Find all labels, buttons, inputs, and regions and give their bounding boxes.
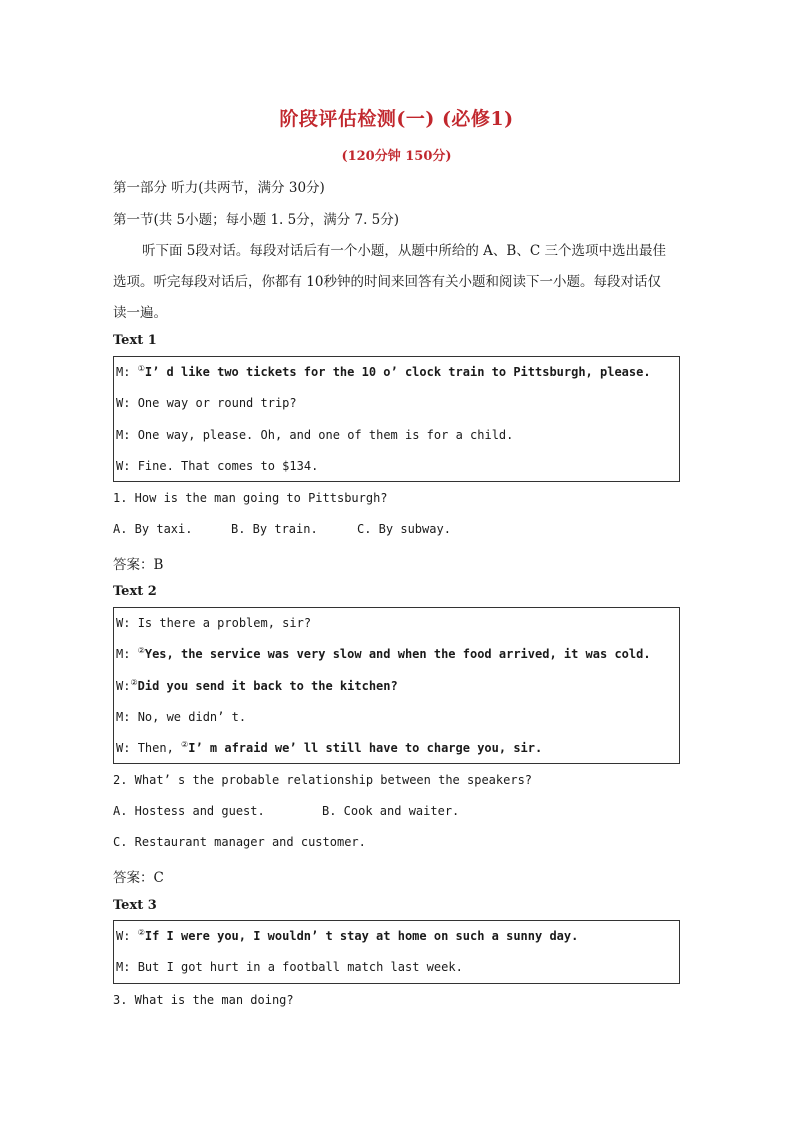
dialogue-text: Did you send it back to the kitchen?	[137, 679, 398, 693]
option-c: C. Restaurant manager and customer.	[113, 835, 366, 849]
speaker: W:	[116, 459, 131, 473]
text-2-label: Text 2	[113, 584, 157, 599]
instructions-line-1: 听下面 5段对话。每段对话后有一个小题，从题中所给的 A、B、C 三个选项中选出最佳	[142, 243, 666, 259]
dialogue-line	[116, 679, 398, 693]
speaker: M:	[116, 365, 131, 379]
dialogue-box-3	[113, 920, 680, 984]
question-2: 2. What’ s the probable relationship between the speakers?	[113, 773, 533, 787]
speaker: M:	[116, 647, 131, 661]
instructions-line-3: 读一遍。	[113, 305, 167, 321]
note-marker: ②	[130, 678, 138, 687]
dialogue-text: I’ m afraid we’ ll still have to charge you, sir.	[188, 741, 543, 755]
dialogue-line	[116, 647, 651, 661]
dialogue-box-1	[113, 356, 680, 482]
dialogue-text: No, we didn’ t.	[137, 710, 247, 724]
question-1: 1. How is the man going to Pittsburgh?	[113, 491, 388, 505]
dialogue-line	[116, 929, 578, 943]
speaker: W:	[116, 929, 131, 943]
instructions-line-2: 选项。听完每段对话后，你都有 10秒钟的时间来回答有关小题和阅读下一小题。每段对话仅	[113, 274, 661, 290]
speaker: M:	[116, 428, 131, 442]
speaker: W:	[116, 741, 131, 755]
subsection-heading: 第一节(共 5小题；每小题 1. 5分，满分 7. 5分)	[113, 212, 400, 228]
speaker: W:	[116, 616, 131, 630]
answer-2: 答案：C	[113, 870, 164, 886]
dialogue-text: If I were you, I wouldn’ t stay at home on such a sunny day.	[144, 929, 579, 943]
text-1-label: Text 1	[113, 333, 157, 348]
dialogue-prefix: Then,	[137, 741, 182, 755]
answer-1: 答案：B	[113, 557, 164, 573]
speaker: M:	[116, 960, 131, 974]
dialogue-text: Fine. That comes to $134.	[137, 459, 319, 473]
option-b: B. Cook and waiter.	[322, 804, 460, 818]
note-marker: ①	[137, 364, 145, 373]
speaker: W:	[116, 679, 131, 693]
note-marker: ②	[137, 928, 145, 937]
dialogue-line	[116, 616, 311, 630]
note-marker: ②	[181, 740, 189, 749]
question-3: 3. What is the man doing?	[113, 993, 294, 1007]
dialogue-text: Yes, the service was very slow and when the food arrived, it was cold.	[144, 647, 651, 661]
page-subtitle: (120分钟 150分)	[341, 149, 452, 164]
part-heading: 第一部分 听力(共两节，满分 30分)	[113, 180, 325, 196]
option-b: B. By train.	[231, 522, 318, 536]
note-marker: ②	[137, 646, 145, 655]
dialogue-line	[116, 428, 513, 442]
dialogue-text: One way, please. Oh, and one of them is for a child.	[137, 428, 514, 442]
dialogue-line	[116, 459, 318, 473]
page-title: 阶段评估检测(一) (必修1)	[279, 108, 514, 130]
option-a: A. Hostess and guest.	[113, 804, 265, 818]
text-3-label: Text 3	[113, 898, 157, 913]
dialogue-line	[116, 365, 651, 379]
speaker: M:	[116, 710, 131, 724]
dialogue-line	[116, 741, 542, 755]
dialogue-text: Is there a problem, sir?	[137, 616, 312, 630]
option-a: A. By taxi.	[113, 522, 193, 536]
dialogue-box-2	[113, 607, 680, 764]
option-c: C. By subway.	[357, 522, 451, 536]
dialogue-text: One way or round trip?	[137, 396, 297, 410]
dialogue-line	[116, 960, 463, 974]
speaker: W:	[116, 396, 131, 410]
dialogue-text: But I got hurt in a football match last week.	[137, 960, 463, 974]
dialogue-line	[116, 396, 297, 410]
dialogue-line	[116, 710, 246, 724]
dialogue-text: I’ d like two tickets for the 10 o’ clock train to Pittsburgh, please.	[144, 365, 651, 379]
